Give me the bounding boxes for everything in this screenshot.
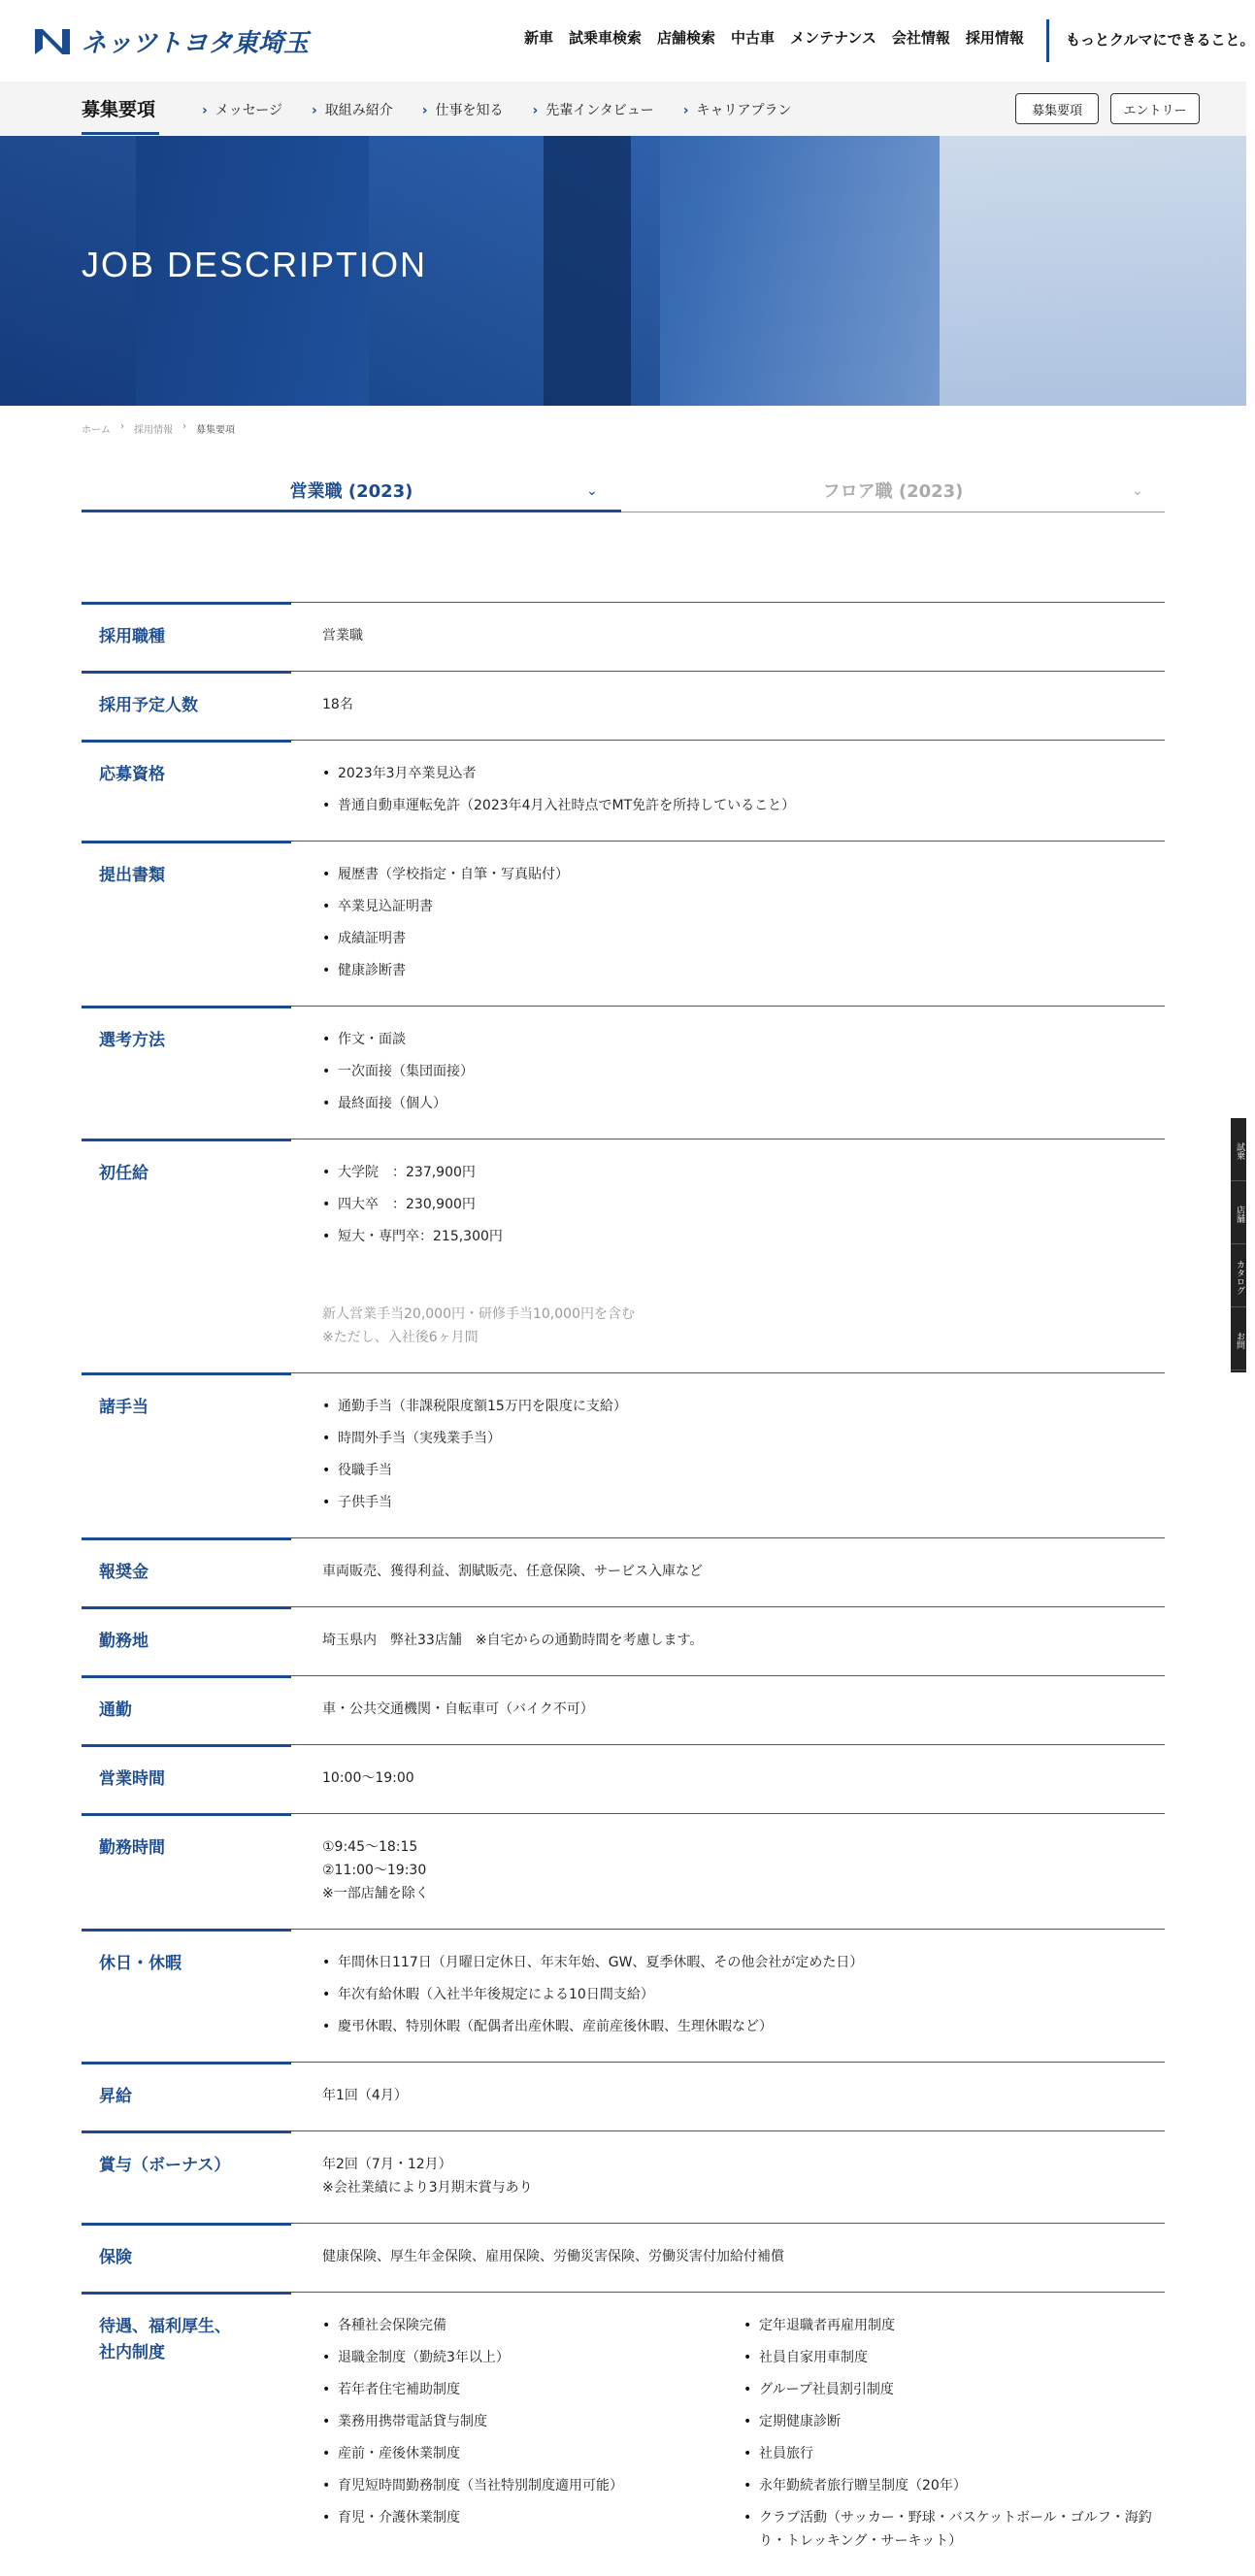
row-label: 応募資格 <box>99 765 165 784</box>
breadcrumb-home[interactable]: ホーム <box>82 425 111 436</box>
list-item: • グループ社員割引制度 <box>743 2378 1165 2401</box>
list-item: • 社員旅行 <box>743 2442 1165 2465</box>
table-row <box>82 1006 1165 1139</box>
row-label: 勤務時間 <box>99 1838 165 1858</box>
list-item: • 通勤手当（非課税限度額15万円を限度に支給） <box>322 1395 1165 1418</box>
row-accent <box>82 671 291 674</box>
row-accent <box>82 1537 291 1540</box>
list <box>322 1161 1165 1248</box>
logo[interactable] <box>35 23 309 59</box>
table-row <box>82 1744 1165 1813</box>
row-label: 報奨金 <box>99 1563 149 1582</box>
hero-photo-shadow <box>544 136 631 406</box>
subnav-link-message[interactable]: › メッセージ <box>202 103 282 118</box>
table-row <box>82 2223 1165 2292</box>
table-row <box>82 1606 1165 1675</box>
list <box>322 863 1165 982</box>
chevron-right-icon: › <box>182 421 186 432</box>
list <box>322 762 1165 817</box>
list-item: • 業務用携帯電話貸与制度 <box>322 2410 743 2433</box>
entry-button[interactable]: エントリー <box>1110 93 1200 124</box>
row-accent <box>82 841 291 843</box>
list-item: • 作文・面談 <box>322 1028 1165 1051</box>
row-label: 諸手当 <box>99 1398 149 1417</box>
row-value <box>322 2131 1165 2223</box>
nav-used-car[interactable]: 中古車 <box>731 29 776 47</box>
table-row <box>82 1537 1165 1606</box>
table-row <box>82 1139 1165 1372</box>
list-item: • 四大卒 ：230,900円 <box>322 1193 1165 1216</box>
subnav-link-interview[interactable]: › 先輩インタビュー <box>532 103 654 118</box>
row-accent <box>82 2130 291 2133</box>
list-item: • 若年者住宅補助制度 <box>322 2378 743 2401</box>
row-value <box>322 1139 1165 1372</box>
breadcrumb-current: 募集要項 <box>196 425 235 436</box>
list-item: • 産前・産後休業制度 <box>322 2442 743 2465</box>
value-line: 年2回（7月・12月） <box>322 2157 452 2172</box>
row-label-line: 社内制度 <box>99 2343 165 2362</box>
list-item: • 育児・介護休業制度 <box>322 2506 743 2529</box>
list-item: • 育児短時間勤務制度（当社特別制度適用可能） <box>322 2474 743 2497</box>
table-row <box>82 1813 1165 1929</box>
side-tab-contact[interactable]: お問 <box>1231 1307 1246 1371</box>
table-row <box>82 671 1165 740</box>
list-item: • 各種社会保険完備 <box>322 2314 743 2337</box>
row-accent <box>82 1929 291 1932</box>
job-tabs <box>82 474 1165 512</box>
requirements-table <box>82 602 1165 2576</box>
list-item: • 最終面接（個人） <box>322 1092 1165 1115</box>
row-label: 昇給 <box>99 2087 132 2106</box>
row-value: 埼玉県内 弊社33店舗 ※自宅からの通勤時間を考慮します。 <box>322 1633 704 1648</box>
row-accent <box>82 602 291 605</box>
row-label: 営業時間 <box>99 1769 165 1789</box>
list-item: • 年次有給休暇（入社半年後規定による10日間支給） <box>322 1983 1165 2006</box>
subnav-title[interactable]: 募集要項 <box>82 99 156 120</box>
chevron-right-icon: › <box>202 103 208 118</box>
nav-maintenance[interactable]: メンテナンス <box>790 29 876 47</box>
row-accent <box>82 1675 291 1678</box>
salary-note <box>322 1303 1165 1349</box>
global-nav <box>524 27 1024 48</box>
recruit-subnav <box>0 82 1246 136</box>
row-value <box>322 741 1165 841</box>
chevron-right-icon: › <box>120 421 124 432</box>
table-row <box>82 841 1165 1006</box>
row-value <box>322 1373 1165 1537</box>
hero-title: JOB DESCRIPTION <box>82 245 428 284</box>
list-item: • 履歴書（学校指定・自筆・写真貼付） <box>322 863 1165 886</box>
tagline-divider <box>1046 19 1049 62</box>
hero-photo-handshake <box>940 136 1246 406</box>
row-label: 採用職種 <box>99 627 165 646</box>
table-row <box>82 2062 1165 2130</box>
row-label: 初任給 <box>99 1164 149 1183</box>
value-line: ①9:45〜18:15 <box>322 1839 418 1855</box>
row-label: 選考方法 <box>99 1031 165 1050</box>
table-row <box>82 740 1165 841</box>
row-value: 18名 <box>322 697 353 712</box>
nav-store-search[interactable]: 店舗検索 <box>657 29 716 47</box>
side-floating-tabs <box>1231 1118 1246 1372</box>
row-value <box>322 1007 1165 1139</box>
value-line: ※会社業績により3月期末賞与あり <box>322 2180 533 2196</box>
row-accent <box>82 1813 291 1816</box>
row-value <box>322 1814 1165 1929</box>
table-row <box>82 1675 1165 1744</box>
list-item: • 普通自動車運転免許（2023年4月入社時点でMT免許を所持していること） <box>322 794 1165 817</box>
list-item: • クラブ活動（サッカー・野球・バスケットボール・ゴルフ・海釣り・トレッキング・サーキット） <box>743 2506 1165 2553</box>
salary-note-line: 新人営業手当20,000円・研修手当10,000円を含む <box>322 1306 635 1322</box>
list-item: • 役職手当 <box>322 1459 1165 1482</box>
hero-banner <box>0 136 1246 406</box>
value-line: ※一部店舗を除く <box>322 1886 429 1901</box>
tab-floor-2023[interactable] <box>621 474 1165 512</box>
nav-new-car[interactable]: 新車 <box>524 29 554 47</box>
list-item: • 定年退職者再雇用制度 <box>743 2314 1165 2337</box>
chevron-right-icon: › <box>532 103 539 118</box>
subnav-links <box>202 100 792 119</box>
list-item: • 大学院 ：237,900円 <box>322 1161 1165 1184</box>
row-label: 勤務地 <box>99 1632 149 1651</box>
row-label: 保険 <box>99 2248 132 2267</box>
row-accent <box>82 2292 291 2295</box>
row-accent <box>82 2223 291 2226</box>
site-header <box>0 0 1255 82</box>
chevron-down-icon: ⌄ <box>586 483 598 499</box>
row-value <box>322 2293 1165 2576</box>
table-row <box>82 1372 1165 1537</box>
side-tab-catalog[interactable]: カタログ <box>1231 1244 1246 1307</box>
list-item: • 2023年3月卒業見込者 <box>322 762 1165 785</box>
breadcrumb-recruit[interactable]: 採用情報 <box>134 425 173 436</box>
subnav-link-career[interactable]: › キャリアプラン <box>682 103 792 118</box>
subnav-link-work[interactable]: › 仕事を知る <box>421 103 504 118</box>
tab-sales-2023[interactable] <box>82 474 621 512</box>
row-value <box>322 842 1165 1006</box>
subnav-title-underline <box>82 132 159 135</box>
row-accent <box>82 740 291 743</box>
list <box>322 2314 743 2553</box>
list-item: • 永年勤続者旅行贈呈制度（20年） <box>743 2474 1165 2497</box>
row-accent <box>82 1372 291 1375</box>
table-row <box>82 2130 1165 2223</box>
list-item: • 定期健康診断 <box>743 2410 1165 2433</box>
list <box>322 1028 1165 1115</box>
subnav-link-initiatives[interactable]: › 取組み紹介 <box>311 103 393 118</box>
list <box>743 2314 1165 2553</box>
list-item: • 健康診断書 <box>322 959 1165 982</box>
row-value: 車両販売、獲得利益、割賦販売、任意保険、サービス入庫など <box>322 1564 703 1579</box>
row-label: 賞与（ボーナス） <box>99 2156 231 2175</box>
logo-mark-icon <box>35 27 70 56</box>
chevron-right-icon: › <box>682 103 689 118</box>
value-line: ②11:00〜19:30 <box>322 1863 427 1878</box>
logo-text: ネッツトヨタ東埼玉 <box>82 29 310 58</box>
chevron-right-icon: › <box>421 103 428 118</box>
row-accent <box>82 1006 291 1008</box>
row-value: 営業職 <box>322 628 363 644</box>
row-label: 採用予定人数 <box>99 696 198 715</box>
tab-label: フロア職 (2023) <box>822 481 964 502</box>
row-value: 10:00〜19:00 <box>322 1770 414 1786</box>
list-item: • 退職金制度（勤続3年以上） <box>322 2346 743 2369</box>
list-item: • 卒業見込証明書 <box>322 895 1165 918</box>
list-item: • 慶弔休暇、特別休暇（配偶者出産休暇、産前産後休暇、生理休暇など） <box>322 2015 1165 2038</box>
side-tab-test-drive[interactable]: 試乗 <box>1231 1118 1246 1181</box>
chevron-right-icon: › <box>311 103 317 118</box>
salary-note-line: ※ただし、入社後6ヶ月間 <box>322 1330 479 1345</box>
table-row <box>82 602 1165 671</box>
nav-company-info[interactable]: 会社情報 <box>891 29 950 47</box>
table-row <box>82 2292 1165 2576</box>
nav-recruit[interactable]: 採用情報 <box>965 29 1024 47</box>
row-accent <box>82 1744 291 1747</box>
breadcrumb <box>82 421 235 436</box>
row-value: 年1回（4月） <box>322 2088 408 2103</box>
row-label: 休日・休暇 <box>99 1954 182 1973</box>
row-label-line: 待遇、福利厚生、 <box>99 2317 231 2336</box>
list <box>322 1951 1165 2038</box>
row-value: 車・公共交通機関・自転車可（バイク不可） <box>322 1701 594 1717</box>
row-accent <box>82 1139 291 1141</box>
list-item: • 時間外手当（実残業手当） <box>322 1427 1165 1450</box>
row-accent <box>82 1606 291 1609</box>
list-item: • 成績証明書 <box>322 927 1165 950</box>
tab-label: 営業職 (2023) <box>289 481 413 502</box>
tagline: もっとクルマにできること。 <box>1066 31 1255 49</box>
list-item: • 社員自家用車制度 <box>743 2346 1165 2369</box>
row-label <box>82 2293 322 2576</box>
chevron-down-icon: ⌄ <box>1132 483 1143 499</box>
nav-test-drive-search[interactable]: 試乗車検索 <box>569 29 643 47</box>
row-label: 通勤 <box>99 1701 132 1720</box>
list-item: • 子供手当 <box>322 1491 1165 1514</box>
requirements-button[interactable]: 募集要項 <box>1015 93 1099 124</box>
list <box>322 1395 1165 1514</box>
row-accent <box>82 2062 291 2064</box>
welfare-columns <box>322 2314 1165 2553</box>
side-tab-store[interactable]: 店舗 <box>1231 1181 1246 1244</box>
list-item: • 年間休日117日（月曜日定休日、年末年始、GW、夏季休暇、その他会社が定めた日） <box>322 1951 1165 1974</box>
row-value: 健康保険、厚生年金保険、雇用保険、労働災害保険、労働災害付加給付補償 <box>322 2249 784 2264</box>
table-row <box>82 1929 1165 2062</box>
row-label: 提出書類 <box>99 866 165 885</box>
list-item: • 短大・専門卒：215,300円 <box>322 1225 1165 1248</box>
list-item: • 一次面接（集団面接） <box>322 1060 1165 1083</box>
row-value <box>322 1930 1165 2062</box>
